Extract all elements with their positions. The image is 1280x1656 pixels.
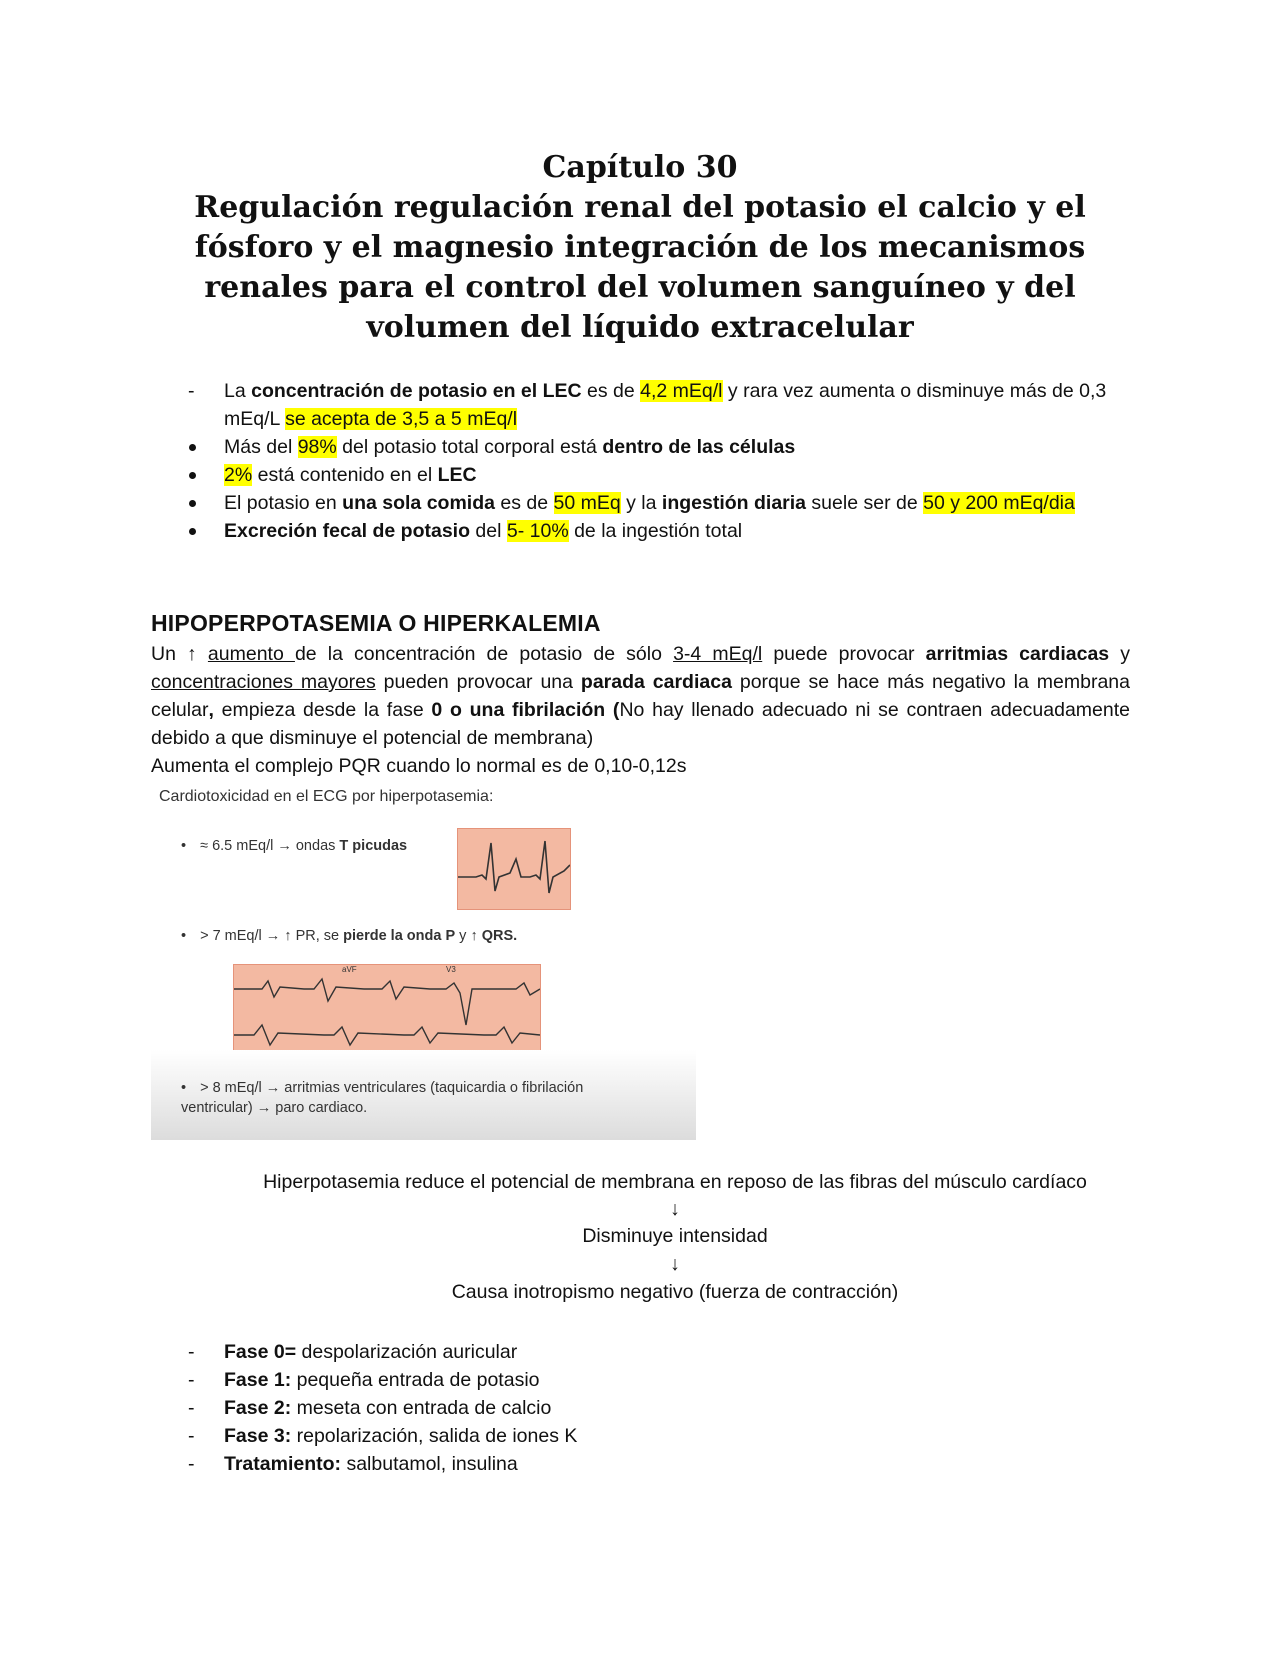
bold-text: 0 o una fibrilación (	[431, 699, 620, 721]
chapter-subtitle: Regulación regulación renal del potasio el calcio y el fósforo y el magnesio integración de los mecanismos renales para el control del volumen sanguíneo y del volumen del líquido extracelular	[194, 190, 1086, 345]
list-item	[151, 461, 1131, 489]
phase-list	[151, 1338, 1131, 1478]
phase-item	[151, 1450, 1131, 1478]
text-run: El potasio en	[224, 492, 343, 514]
phase-text: meseta con entrada de calcio	[291, 1397, 552, 1419]
text-run: y la	[620, 492, 662, 514]
intro-list	[151, 377, 1131, 545]
bold-text: dentro de las células	[602, 436, 796, 458]
text-run: empieza desde la fase	[213, 699, 432, 721]
phase-label: Fase 0=	[224, 1341, 297, 1363]
dash-marker: -	[188, 1341, 195, 1363]
lead-v3-label: V3	[446, 965, 456, 974]
highlighted-text: se acepta de 3,5 a 5 mEq/l	[285, 408, 518, 430]
text-run: Más del	[224, 436, 298, 458]
phase-item	[151, 1394, 1131, 1422]
highlighted-text: 2%	[224, 464, 253, 486]
list-item	[151, 489, 1131, 517]
chapter-title: Capítulo 30	[542, 150, 738, 185]
section-heading: HIPOPERPOTASEMIA O HIPERKALEMIA	[151, 610, 601, 636]
ecg-strip-wide-qrs	[233, 964, 541, 1058]
bold-text: Excreción fecal de potasio	[224, 520, 471, 542]
phase-item	[151, 1422, 1131, 1450]
text-run: La	[224, 380, 252, 402]
phase-label: Fase 2:	[224, 1397, 292, 1419]
highlighted-text: 4,2 mEq/l	[640, 380, 723, 402]
text-run: del potasio total corporal está	[336, 436, 603, 458]
phase-item	[151, 1338, 1131, 1366]
text-run: suele ser de	[806, 492, 924, 514]
phase-text: despolarización auricular	[296, 1341, 518, 1363]
ecg-wide-qrs-trace	[234, 965, 540, 1057]
dash-marker: -	[188, 1453, 195, 1475]
text-run: aumento	[207, 643, 295, 665]
figure-item-1: • ≈ 6.5 mEq/l → ondas T picudas	[181, 838, 408, 854]
text-run: del	[470, 520, 507, 542]
bullet-marker	[189, 444, 196, 451]
text-run: pueden provocar una	[375, 671, 581, 693]
figure-heading: Cardiotoxicidad en el ECG por hiperpotasemia:	[159, 788, 494, 805]
list-item	[151, 377, 1131, 433]
text-run: de la ingestión total	[568, 520, 743, 542]
highlighted-text: 50 y 200 mEq/dia	[923, 492, 1075, 514]
bold-text: arritmias cardiacas	[925, 643, 1110, 665]
dash-marker: -	[188, 1397, 195, 1419]
list-item	[151, 517, 1131, 545]
bullet-marker	[189, 500, 196, 507]
figure-item-2: • > 7 mEq/l → ↑ PR, se pierde la onda P y ↑ QRS.	[181, 928, 518, 944]
phase-label: Fase 1:	[224, 1369, 292, 1391]
pqr-paragraph: Aumenta el complejo PQR cuando lo normal es de 0,10-0,12s	[151, 755, 687, 777]
bold-text: parada cardiaca	[580, 671, 732, 693]
hyperkalemia-paragraph	[151, 640, 1130, 752]
lead-avf-label: aVF	[342, 965, 357, 974]
highlighted-text: 98%	[297, 436, 337, 458]
phase-item	[151, 1366, 1131, 1394]
text-run: está contenido en el	[252, 464, 438, 486]
flow-step-3: Causa inotropismo negativo (fuerza de contracción)	[451, 1281, 899, 1303]
bold-text: concentración de potasio en el LEC	[251, 380, 582, 402]
text-run: es de	[494, 492, 554, 514]
list-item	[151, 433, 1131, 461]
text-run: es de	[581, 380, 641, 402]
text-run: de la concentración de potasio de sólo	[294, 643, 674, 665]
dash-marker: -	[188, 1425, 195, 1447]
bold-text: LEC	[437, 464, 477, 486]
text-run: puede provocar	[762, 643, 926, 665]
text-run: porque se hace más negativo la membrana celular	[151, 671, 1130, 721]
bold-text: ,	[208, 699, 214, 721]
phase-label: Tratamiento:	[224, 1453, 342, 1475]
bullet-marker	[189, 472, 196, 479]
phase-label: Fase 3:	[224, 1425, 292, 1447]
ecg-peaked-t-trace	[458, 829, 570, 909]
dash-marker: -	[188, 1369, 195, 1391]
flow-arrow-2: ↓	[670, 1253, 680, 1275]
bold-text: una sola comida	[342, 492, 495, 514]
text-run: y	[1109, 643, 1131, 665]
flow-step-1: Hiperpotasemia reduce el potencial de membrana en reposo de las fibras del músculo cardíaco	[263, 1171, 1087, 1193]
ecg-figure	[151, 788, 696, 1140]
text-run: y rara vez aumenta o disminuye más de 0,3 mEq/L	[224, 380, 1107, 430]
text-run: 3-4 mEq/l	[673, 643, 763, 665]
figure-item-3: • > 8 mEq/l → arritmias ventriculares (taquicardia o fibrilación ventricular) → paro cardiaco.	[181, 1080, 584, 1116]
phase-text: salbutamol, insulina	[341, 1453, 518, 1475]
text-run: Un ↑	[151, 643, 208, 665]
bullet-marker	[189, 528, 196, 535]
ecg-strip-peaked-t	[457, 828, 571, 910]
text-run: concentraciones mayores	[151, 671, 376, 693]
text-run: No hay llenado adecuado ni se contraen adecuadamente debido a que disminuye el potencial de membrana)	[151, 699, 1130, 749]
highlighted-text: 50 mEq	[553, 492, 621, 514]
highlighted-text: 5- 10%	[506, 520, 569, 542]
dash-marker: -	[188, 380, 195, 402]
flow-step-2: Disminuye intensidad	[582, 1225, 768, 1247]
page-title	[0, 148, 1280, 348]
bold-text: ingestión diaria	[661, 492, 807, 514]
phase-text: repolarización, salida de iones K	[291, 1425, 578, 1447]
phase-text: pequeña entrada de potasio	[291, 1369, 540, 1391]
flow-arrow-1: ↓	[670, 1198, 680, 1220]
